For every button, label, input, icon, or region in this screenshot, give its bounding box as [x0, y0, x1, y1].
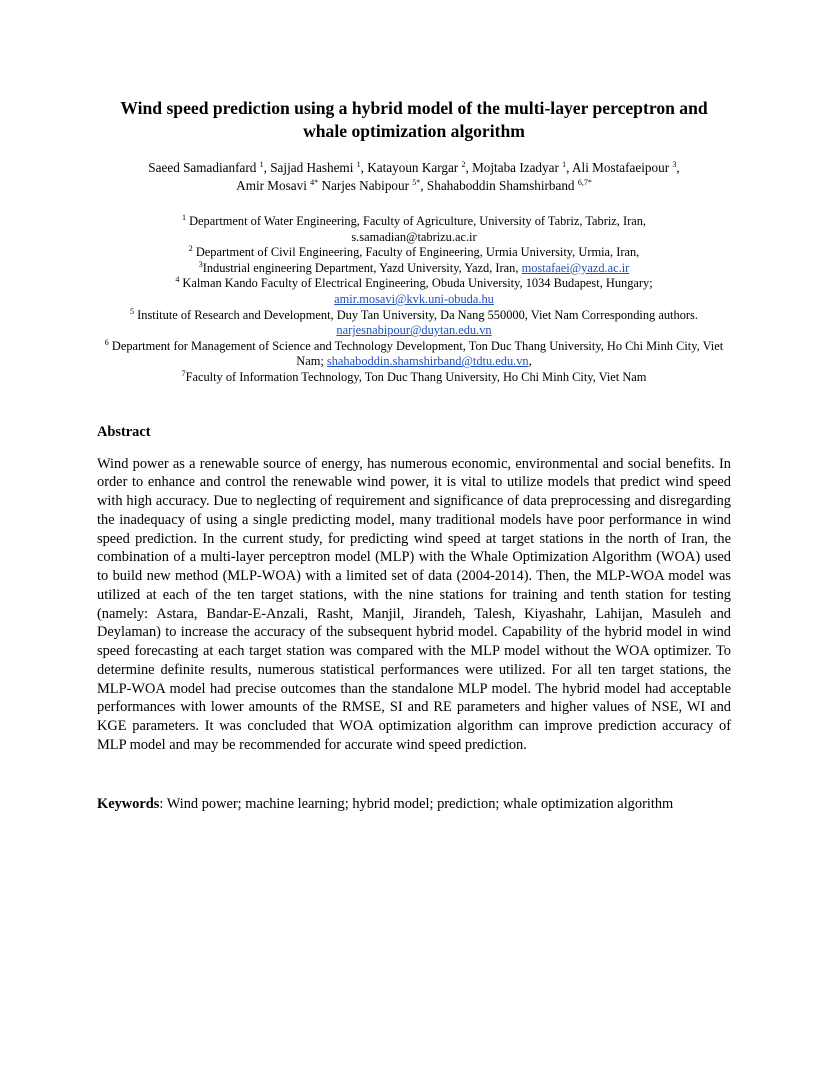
- author-name: Ali Mostafaeipour: [572, 160, 670, 175]
- affiliation-text: Department of Civil Engineering, Faculty of Engineering, Urmia University, Urmia, Iran,: [195, 245, 640, 260]
- affiliation-mark: 4: [175, 275, 180, 285]
- affiliation-2: [97, 245, 731, 261]
- affiliation-list: [97, 214, 731, 386]
- paper-page: [97, 97, 731, 813]
- author-name: Sajjad Hashemi: [270, 160, 354, 175]
- author-affil-mark: 3: [672, 160, 677, 169]
- author-name: Katayoun Kargar: [367, 160, 459, 175]
- affiliation-4-email-line: [97, 292, 731, 308]
- email-link[interactable]: shahaboddin.shamshirband@tdtu.edu.vn: [326, 354, 529, 369]
- author-affil-mark: 5*: [412, 178, 421, 187]
- author-name: Narjes Nabipour: [321, 178, 409, 193]
- email-link[interactable]: mostafaei@yazd.ac.ir: [521, 260, 630, 275]
- affiliation-mark: 5: [130, 306, 135, 316]
- affiliation-text: Department for Management of Science and Technology Development, Ton Duc Thang University, Ho Chi Minh City, Viet Nam;: [111, 338, 724, 369]
- affiliation-mark: 3: [198, 259, 203, 269]
- author-affil-mark: 6,7*: [577, 178, 592, 187]
- affiliation-5: [97, 308, 731, 324]
- affiliation-mark: 2: [188, 244, 193, 254]
- author-list: Saeed Samadianfard $^1$, Sajjad Hashemi $^1$, Katayoun Kargar $^2$, Mojtaba Izadyar $^1$, Ali Mostafaeipour $^3$, Amir Mosavi $^{4*}$ Narjes Nabipour $^{5*}$, Shahaboddin Shamshirband $^{6,7*}$: [148, 160, 680, 193]
- affiliation-text: Department of Water Engineering, Faculty of Agriculture, University of Tabriz, Tabriz, Iran,: [189, 214, 647, 228]
- abstract-heading: Abstract: [97, 423, 151, 440]
- affiliation-text: Institute of Research and Development, Duy Tan University, Da Nang 550000, Viet Nam Corresponding authors.: [137, 307, 698, 322]
- email-link[interactable]: narjesnabipour@duytan.edu.vn: [336, 323, 492, 338]
- email-link[interactable]: amir.mosavi@kvk.uni-obuda.hu: [334, 291, 494, 306]
- affiliation-mark: 7: [181, 368, 186, 378]
- affiliation-4: [97, 276, 731, 292]
- keywords-text: : Wind power; machine learning; hybrid model; prediction; whale optimization algorithm: [159, 795, 674, 812]
- affiliation-1: [97, 214, 731, 230]
- author-name: Shahaboddin Shamshirband: [426, 178, 575, 193]
- affiliation-suffix: ,: [528, 354, 532, 369]
- affiliation-mark: 6: [104, 337, 109, 347]
- affiliation-5-email-line: [97, 323, 731, 339]
- paper-title: Wind speed prediction using a hybrid model of the multi-layer perceptron and whale optimization algorithm: [120, 98, 708, 141]
- author-affil-mark: 1: [356, 160, 361, 169]
- keywords-paragraph: [97, 795, 731, 814]
- affiliation-text: Industrial engineering Department, Yazd University, Yazd, Iran,: [202, 260, 519, 275]
- affiliation-7: [97, 370, 731, 386]
- author-affil-mark: 1: [562, 160, 567, 169]
- affiliation-mark: 1: [181, 213, 186, 222]
- affiliation-text: Faculty of Information Technology, Ton Duc Thang University, Ho Chi Minh City, Viet Nam: [185, 369, 647, 384]
- author-name: Saeed Samadianfard: [148, 160, 257, 175]
- author-name: Mojtaba Izadyar: [472, 160, 559, 175]
- affiliation-3: [97, 261, 731, 277]
- keywords-label: Keywords: [97, 795, 160, 812]
- author-affil-mark: 2: [461, 160, 466, 169]
- affiliation-text: Kalman Kando Faculty of Electrical Engineering, Obuda University, 1034 Budapest, Hungary;: [182, 276, 653, 291]
- abstract-text: Wind power as a renewable source of energy, has numerous economic, environmental and social benefits. In order to enhance and control the renewable wind power, it is vital to utilize models that predict wind speed with high accuracy. Due to neglecting of requirement and significance of data preprocessing and disregarding the inadequacy of using a single predicting model, many traditional models have poor performance in wind speed prediction. In the current study, for predicting wind speed at target stations in the north of Iran, the combination of a multi-layer perceptron model (MLP) with the Whale Optimization Algorithm (WOA) used to build new method (MLP-WOA) with a limited set of data (2004-2014). Then, the MLP-WOA model was utilized at each of the ten target stations, with the nine stations for training and tenth station for testing (namely: Astara, Bandar-E-Anzali, Rasht, Manjil, Jirandeh, Talesh, Kiyashahr, Lahijan, Masuleh and Deylaman) to increase the accuracy of the subsequent hybrid model. Capability of the hybrid model in wind speed forecasting at each target station was compared with the MLP model without the WOA optimizer. To determine definite results, numerous statistical performances were utilized. For all ten target stations, the MLP-WOA model had precise outcomes than the standalone MLP model. The hybrid model had acceptable performances with lower amounts of the RMSE, SI and RE parameters and higher values of NSE, WI and KGE parameters. It was concluded that WOA optimization algorithm can improve prediction accuracy of MLP model and may be recommended for accurate wind speed prediction.: [97, 455, 731, 753]
- author-affil-mark: 1: [259, 160, 264, 169]
- author-affil-mark: 4*: [310, 178, 319, 187]
- affiliation-6: [97, 339, 731, 370]
- affiliation-1-email: s.samadian@tabrizu.ac.ir: [351, 229, 477, 244]
- author-name: Amir Mosavi: [236, 178, 307, 193]
